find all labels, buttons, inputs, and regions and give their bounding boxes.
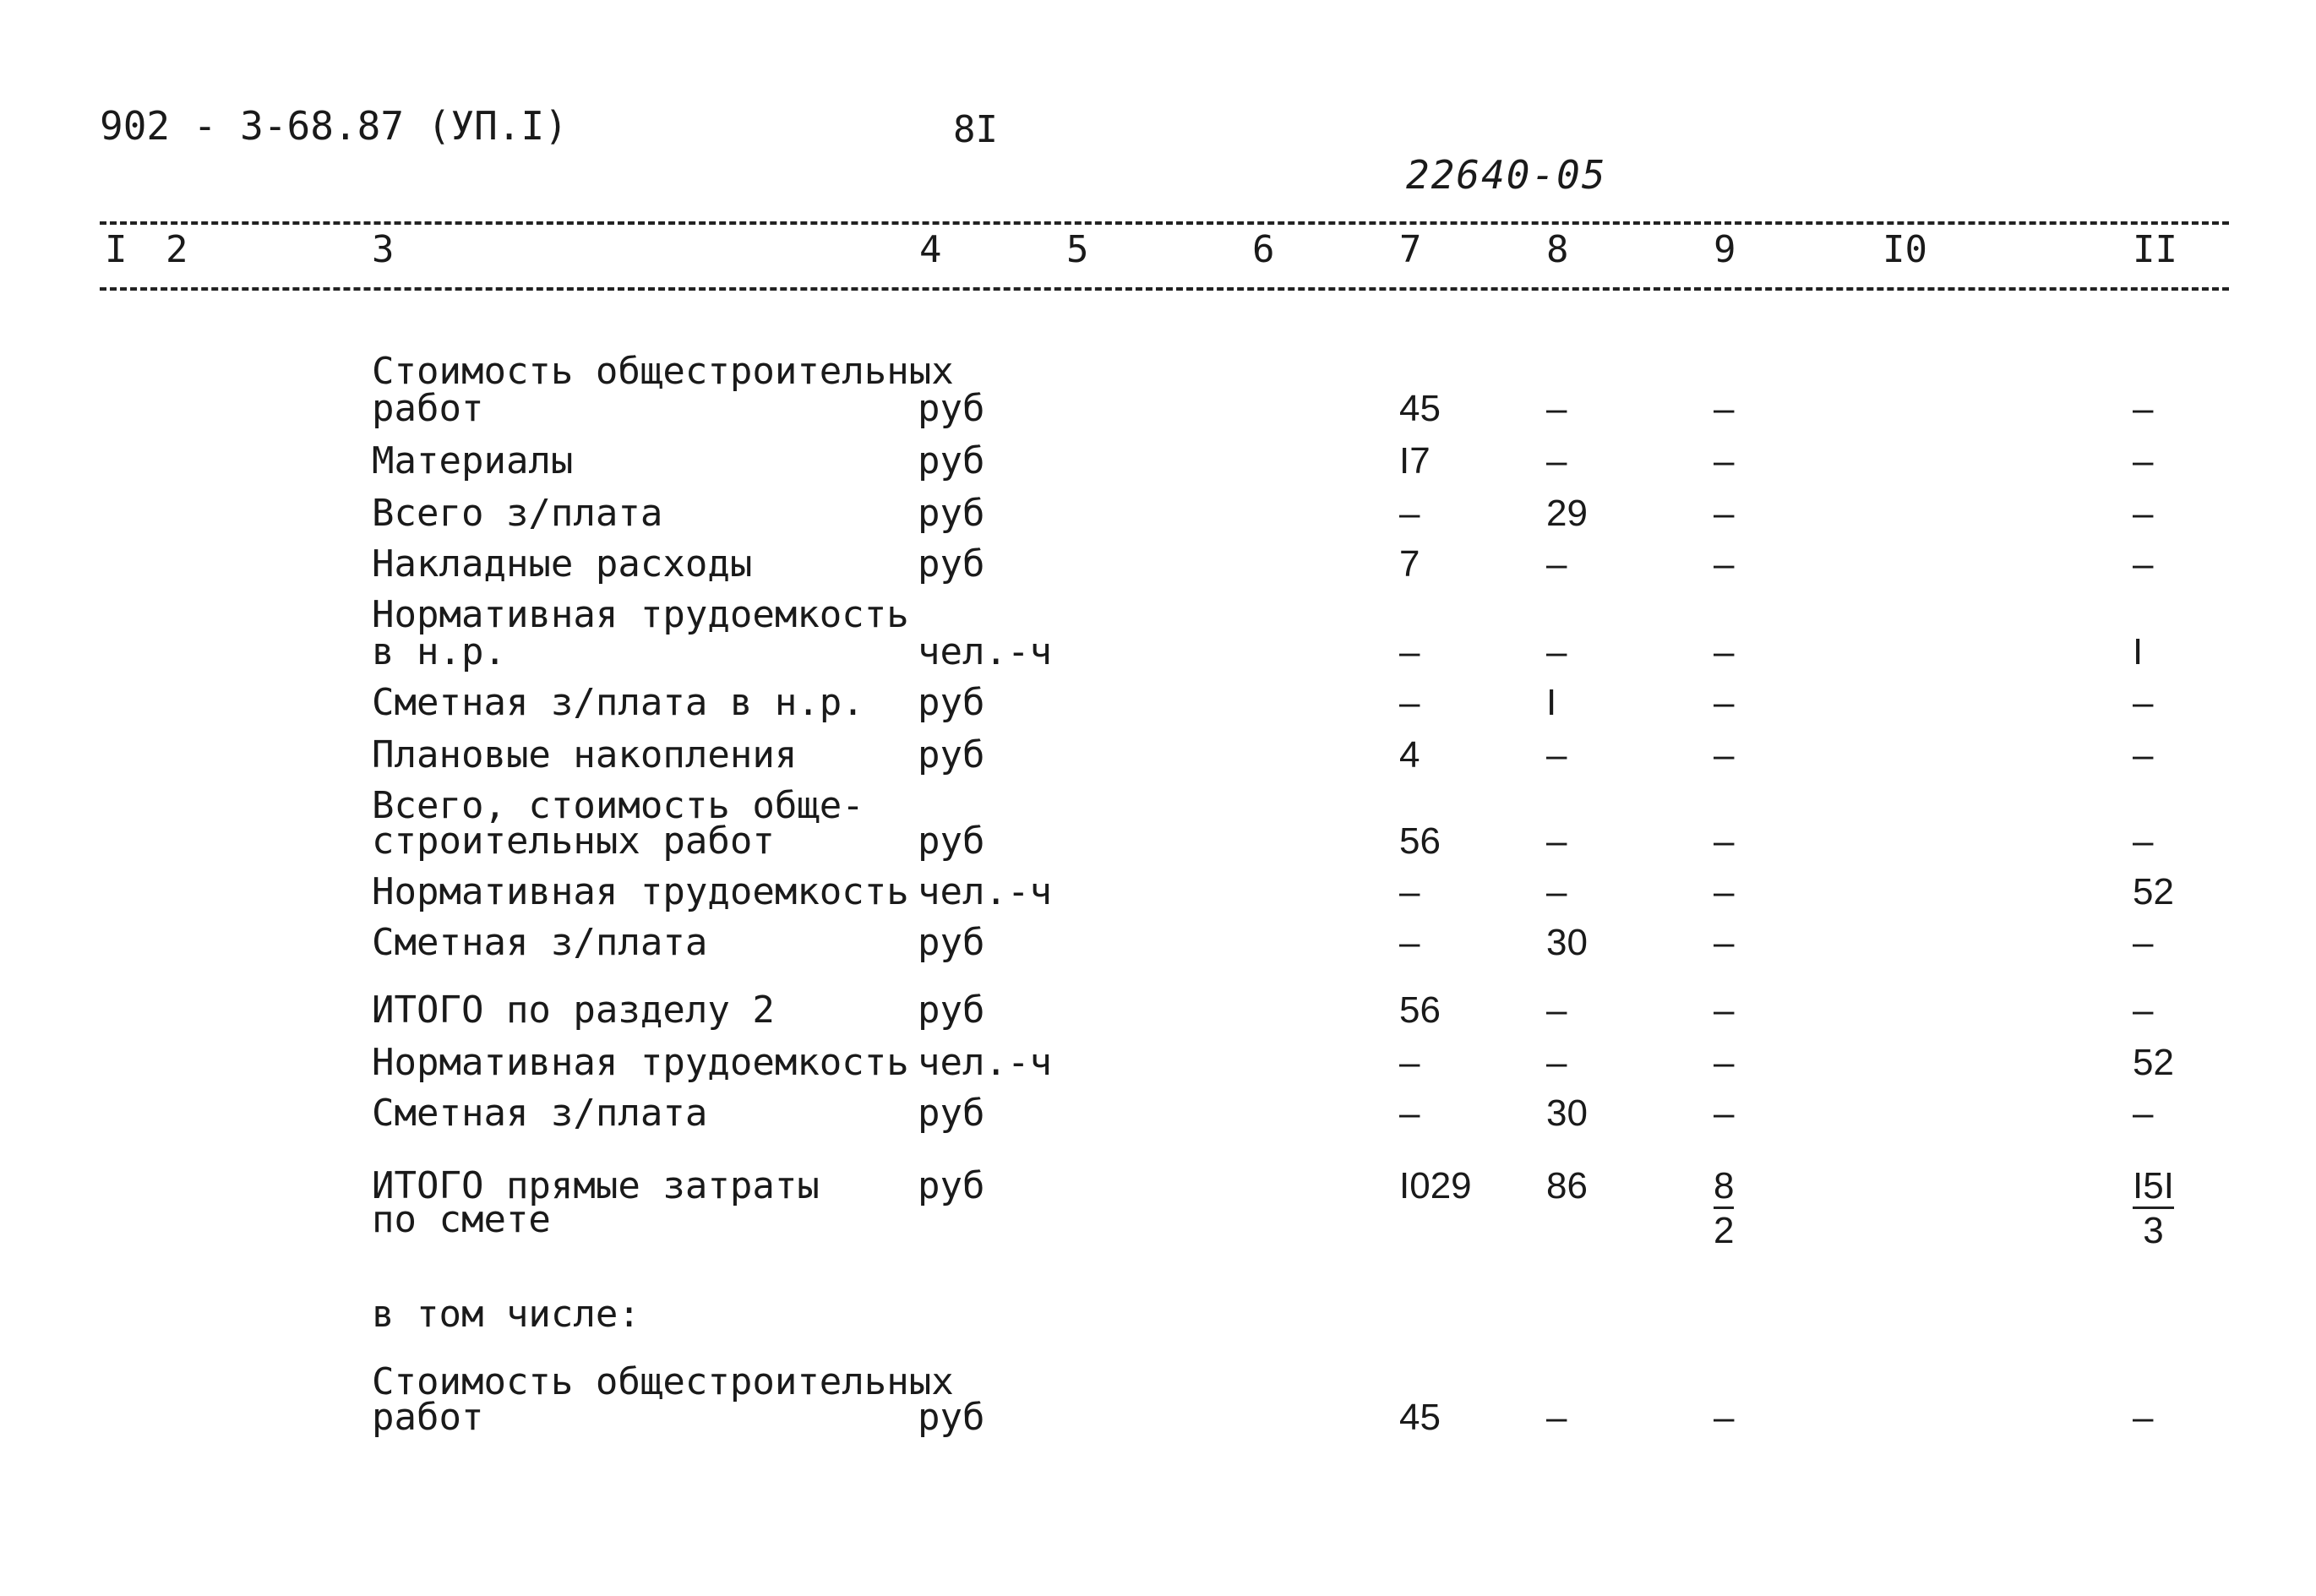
row-col7: – xyxy=(1399,1092,1420,1134)
row-col11: – xyxy=(2133,922,2154,963)
col-header-10: I0 xyxy=(1883,228,1927,271)
row-col9-fraction xyxy=(1714,1165,1735,1251)
row-col9: – xyxy=(1714,388,1735,429)
row-name-cont: по смете xyxy=(372,1198,551,1241)
row-col9: – xyxy=(1714,734,1735,776)
row-unit: руб xyxy=(918,439,985,482)
fraction-numerator: 8 xyxy=(1714,1169,1734,1209)
col-header-5: 5 xyxy=(1066,228,1089,271)
row-col8: 30 xyxy=(1546,1092,1588,1134)
row-col8: – xyxy=(1546,388,1567,429)
row-unit: чел.-ч xyxy=(918,630,1052,673)
row-col11: – xyxy=(2133,682,2154,723)
row-unit: руб xyxy=(918,681,985,724)
row-col8: – xyxy=(1546,543,1567,585)
row-name: ИТОГО прямые затраты xyxy=(372,1164,820,1207)
row-col7: – xyxy=(1399,1042,1420,1083)
row-col8: I xyxy=(1546,682,1557,723)
row-name: Стоимость общестроительных xyxy=(372,350,954,393)
row-col11: I xyxy=(2133,631,2144,673)
row-name: Материалы xyxy=(372,439,574,482)
row-col7: 45 xyxy=(1399,388,1441,429)
table-top-rule xyxy=(100,221,2229,225)
table-header-rule xyxy=(100,287,2229,291)
fraction-denominator: 3 xyxy=(2143,1210,2164,1251)
section-subtitle: в том числе: xyxy=(372,1293,640,1336)
row-col11: – xyxy=(2133,1397,2154,1438)
row-name-cont: работ xyxy=(372,387,484,430)
row-col11: – xyxy=(2133,388,2154,429)
col-header-2: 2 xyxy=(166,228,188,271)
row-name: Всего з/плата xyxy=(372,492,663,535)
row-unit: руб xyxy=(918,733,985,776)
row-name: Нормативная трудоемкость xyxy=(372,1041,909,1084)
row-col9: – xyxy=(1714,493,1735,534)
row-col7: 45 xyxy=(1399,1397,1441,1438)
row-col8: – xyxy=(1546,734,1567,776)
row-col7: 7 xyxy=(1399,543,1420,585)
row-col8: 29 xyxy=(1546,493,1588,534)
row-unit: руб xyxy=(918,542,985,586)
row-col7: 56 xyxy=(1399,989,1441,1031)
row-name: Всего, стоимость обще- xyxy=(372,784,864,827)
row-name-cont: работ xyxy=(372,1396,484,1439)
row-name-cont: строительных работ xyxy=(372,820,775,863)
row-col7: I029 xyxy=(1399,1165,1472,1207)
row-col8: 30 xyxy=(1546,922,1588,963)
row-name: Стоимость общестроительных xyxy=(372,1360,954,1403)
col-header-8: 8 xyxy=(1546,228,1569,271)
row-unit: руб xyxy=(918,1396,985,1439)
row-col7: – xyxy=(1399,682,1420,723)
row-col11: 52 xyxy=(2133,1042,2174,1083)
row-name: Сметная з/плата xyxy=(372,1092,708,1135)
row-col8: 86 xyxy=(1546,1165,1588,1207)
row-col11: – xyxy=(2133,543,2154,585)
drawing-code: 22640-05 xyxy=(1406,152,1607,198)
row-col11: – xyxy=(2133,1092,2154,1134)
row-name-cont: в н.р. xyxy=(372,630,506,673)
row-name: Нормативная трудоемкость xyxy=(372,870,909,913)
fraction-numerator: I5I xyxy=(2133,1169,2174,1209)
row-col9: – xyxy=(1714,1042,1735,1083)
row-unit: руб xyxy=(918,492,985,535)
row-col11: – xyxy=(2133,989,2154,1031)
row-name: ИТОГО по разделу 2 xyxy=(372,989,775,1032)
col-header-3: 3 xyxy=(372,228,395,271)
row-col9: – xyxy=(1714,922,1735,963)
row-name: Накладные расходы xyxy=(372,542,753,586)
row-col9: – xyxy=(1714,989,1735,1031)
col-header-9: 9 xyxy=(1714,228,1736,271)
col-header-6: 6 xyxy=(1252,228,1275,271)
row-unit: руб xyxy=(918,387,985,430)
row-col8: – xyxy=(1546,820,1567,862)
row-unit: чел.-ч xyxy=(918,870,1052,913)
row-col11-fraction xyxy=(2133,1165,2174,1251)
row-col9: – xyxy=(1714,682,1735,723)
row-unit: руб xyxy=(918,820,985,863)
row-col9: – xyxy=(1714,440,1735,482)
row-col11: – xyxy=(2133,493,2154,534)
row-unit: чел.-ч xyxy=(918,1041,1052,1084)
row-col11: 52 xyxy=(2133,871,2174,912)
row-col8: – xyxy=(1546,1397,1567,1438)
page-number: 8I xyxy=(953,108,998,151)
row-col7: 4 xyxy=(1399,734,1420,776)
row-col8: – xyxy=(1546,871,1567,912)
row-col7: – xyxy=(1399,493,1420,534)
row-col7: – xyxy=(1399,871,1420,912)
row-col7: – xyxy=(1399,631,1420,673)
row-col7: I7 xyxy=(1399,440,1430,482)
row-col9: – xyxy=(1714,1397,1735,1438)
row-col11: – xyxy=(2133,820,2154,862)
row-unit: руб xyxy=(918,1092,985,1135)
fraction-denominator: 2 xyxy=(1714,1210,1735,1251)
row-col9: – xyxy=(1714,543,1735,585)
row-col9: – xyxy=(1714,820,1735,862)
row-col9: – xyxy=(1714,631,1735,673)
row-unit: руб xyxy=(918,921,985,964)
row-col9: – xyxy=(1714,1092,1735,1134)
col-header-7: 7 xyxy=(1399,228,1422,271)
row-unit: руб xyxy=(918,1164,985,1207)
col-header-11: II xyxy=(2133,228,2177,271)
row-name: Сметная з/плата в н.р. xyxy=(372,681,864,724)
row-unit: руб xyxy=(918,989,985,1032)
row-col9: – xyxy=(1714,871,1735,912)
row-col8: – xyxy=(1546,1042,1567,1083)
document-number: 902 - 3-68.87 (УП.I) xyxy=(100,103,568,149)
row-col11: – xyxy=(2133,440,2154,482)
row-name: Нормативная трудоемкость xyxy=(372,593,909,636)
col-header-4: 4 xyxy=(919,228,942,271)
row-col8: – xyxy=(1546,631,1567,673)
row-col8: – xyxy=(1546,989,1567,1031)
row-col7: – xyxy=(1399,922,1420,963)
row-col8: – xyxy=(1546,440,1567,482)
row-col7: 56 xyxy=(1399,820,1441,862)
row-name: Сметная з/плата xyxy=(372,921,708,964)
col-header-1: I xyxy=(105,228,128,271)
row-col11: – xyxy=(2133,734,2154,776)
row-name: Плановые накопления xyxy=(372,733,798,776)
